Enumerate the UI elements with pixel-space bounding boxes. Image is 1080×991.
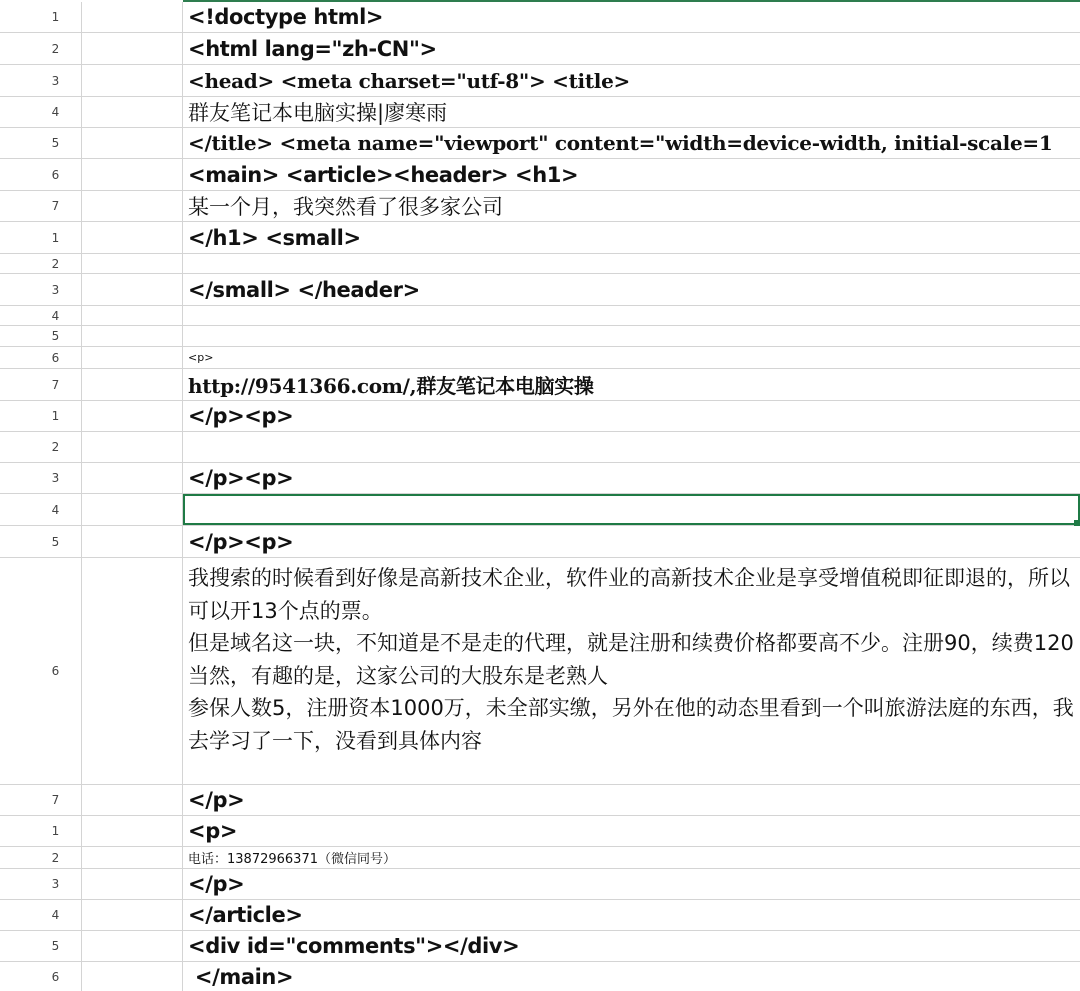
code-cell[interactable]: <p> (188, 351, 214, 364)
heading-text-cell[interactable]: 某一个月，我突然看了很多家公司 (188, 195, 503, 219)
phone-text-cell[interactable]: 电话：13872966371（微信同号） (188, 852, 396, 867)
row-number: 1 (0, 222, 82, 253)
sheet-row[interactable] (0, 401, 1080, 432)
row-number: 4 (0, 97, 82, 127)
code-cell[interactable]: </p> (188, 788, 245, 812)
sheet-row[interactable] (0, 33, 1080, 65)
row-number: 6 (0, 558, 82, 784)
code-cell[interactable]: </p> (188, 872, 245, 896)
sheet-row[interactable] (0, 222, 1080, 254)
sheet-row[interactable] (0, 785, 1080, 816)
sheet-row[interactable] (0, 347, 1080, 369)
selected-cell[interactable] (183, 494, 1080, 525)
empty-cell[interactable] (82, 463, 183, 493)
sheet-row[interactable] (0, 558, 1080, 785)
code-cell[interactable]: </article> (188, 903, 303, 927)
sheet-row[interactable] (0, 816, 1080, 847)
empty-cell[interactable] (82, 97, 183, 127)
code-cell[interactable]: </h1> <small> (188, 225, 361, 250)
sheet-row[interactable] (0, 463, 1080, 494)
row-number: 3 (0, 463, 82, 493)
empty-cell[interactable] (82, 254, 183, 273)
empty-cell[interactable] (82, 401, 183, 431)
sheet-row[interactable] (0, 869, 1080, 900)
title-text-cell[interactable]: 群友笔记本电脑实操|廖寒雨 (188, 101, 448, 125)
code-cell[interactable]: </p><p> (188, 466, 294, 490)
row-number: 6 (0, 347, 82, 368)
empty-cell[interactable] (82, 526, 183, 557)
empty-cell[interactable] (82, 222, 183, 253)
row-number: 3 (0, 274, 82, 305)
empty-cell[interactable] (82, 33, 183, 64)
empty-code-cell[interactable] (183, 326, 1080, 346)
code-cell[interactable]: </p><p> (188, 529, 294, 554)
sheet-row[interactable] (0, 65, 1080, 97)
code-cell[interactable]: </p><p> (188, 404, 294, 428)
row-number: 1 (0, 401, 82, 431)
row-number: 2 (0, 847, 82, 868)
sheet-row[interactable] (0, 254, 1080, 274)
empty-cell[interactable] (82, 369, 183, 400)
row-number: 6 (0, 159, 82, 190)
empty-cell[interactable] (82, 432, 183, 462)
row-number: 3 (0, 65, 82, 96)
url-text-cell[interactable]: http://9541366.com/,群友笔记本电脑实操 (188, 374, 594, 398)
sheet-row[interactable] (0, 931, 1080, 962)
empty-code-cell[interactable] (183, 432, 1080, 462)
row-number: 2 (0, 33, 82, 64)
row-number: 5 (0, 128, 82, 158)
empty-cell[interactable] (82, 869, 183, 899)
sheet-row[interactable] (0, 306, 1080, 326)
sheet-row[interactable] (0, 526, 1080, 558)
sheet-row[interactable] (0, 326, 1080, 347)
code-cell[interactable]: <html lang="zh-CN"> (188, 36, 437, 61)
empty-cell[interactable] (82, 65, 183, 96)
sheet-row[interactable] (0, 191, 1080, 222)
empty-code-cell[interactable] (183, 306, 1080, 325)
empty-cell[interactable] (82, 847, 183, 868)
code-cell[interactable]: </small> </header> (188, 277, 420, 302)
row-number: 7 (0, 369, 82, 400)
sheet-row[interactable] (0, 900, 1080, 931)
code-cell[interactable]: <div id="comments"></div> (188, 934, 520, 958)
empty-cell[interactable] (82, 962, 183, 991)
row-number: 7 (0, 785, 82, 815)
row-number: 2 (0, 432, 82, 462)
empty-cell[interactable] (82, 128, 183, 158)
empty-cell[interactable] (82, 931, 183, 961)
sheet-row[interactable] (0, 274, 1080, 306)
row-number: 4 (0, 494, 82, 525)
empty-cell[interactable] (82, 306, 183, 325)
sheet-row[interactable] (0, 494, 1080, 526)
code-cell[interactable]: <main> <article><header> <h1> (188, 162, 579, 187)
row-number: 5 (0, 326, 82, 346)
empty-cell[interactable] (82, 816, 183, 846)
empty-cell[interactable] (82, 159, 183, 190)
row-number: 5 (0, 526, 82, 557)
row-number: 4 (0, 306, 82, 325)
sheet-row[interactable] (0, 2, 1080, 33)
sheet-row[interactable] (0, 962, 1080, 991)
code-cell[interactable]: <!doctype html> (188, 5, 384, 29)
code-cell[interactable]: <p> (188, 819, 238, 843)
row-number: 5 (0, 931, 82, 961)
sheet-row[interactable] (0, 369, 1080, 401)
empty-cell[interactable] (82, 191, 183, 221)
empty-cell[interactable] (82, 785, 183, 815)
sheet-row[interactable] (0, 128, 1080, 159)
empty-cell[interactable] (82, 494, 183, 525)
row-number: 7 (0, 191, 82, 221)
empty-cell[interactable] (82, 2, 183, 32)
empty-code-cell[interactable] (183, 254, 1080, 273)
empty-cell[interactable] (82, 558, 183, 784)
paragraph-text-cell[interactable]: 我搜索的时候看到好像是高新技术企业，软件业的高新技术企业是享受增值税即征即退的，所以可以开13个点的票。 但是域名这一块，不知道是不是走的代理，就是注册和续费价格都要高不少。注册90，续费120 当然，有趣的是，这家公司的大股东是老熟人 参保人数5，注册资本1000万，未全部实缴，另外在他的动态里看到一个叫旅游法庭的东西，我去学习了一下，没看到具体内容 (188, 566, 1074, 753)
code-cell[interactable]: </main> (188, 965, 294, 989)
code-cell[interactable]: </title> <meta name="viewport" content="width=device-width, initial-scale=1 (188, 131, 1053, 155)
row-number: 1 (0, 2, 82, 32)
sheet-row[interactable] (0, 97, 1080, 128)
empty-cell[interactable] (82, 900, 183, 930)
row-number: 2 (0, 254, 82, 273)
sheet-row[interactable] (0, 432, 1080, 463)
row-number: 6 (0, 962, 82, 991)
code-cell[interactable]: <head> <meta charset="utf-8"> <title> (188, 68, 630, 93)
row-number: 1 (0, 816, 82, 846)
sheet-row[interactable] (0, 159, 1080, 191)
empty-cell[interactable] (82, 347, 183, 368)
empty-cell[interactable] (82, 326, 183, 346)
empty-cell[interactable] (82, 274, 183, 305)
row-number: 4 (0, 900, 82, 930)
row-number: 3 (0, 869, 82, 899)
sheet-row[interactable] (0, 847, 1080, 869)
